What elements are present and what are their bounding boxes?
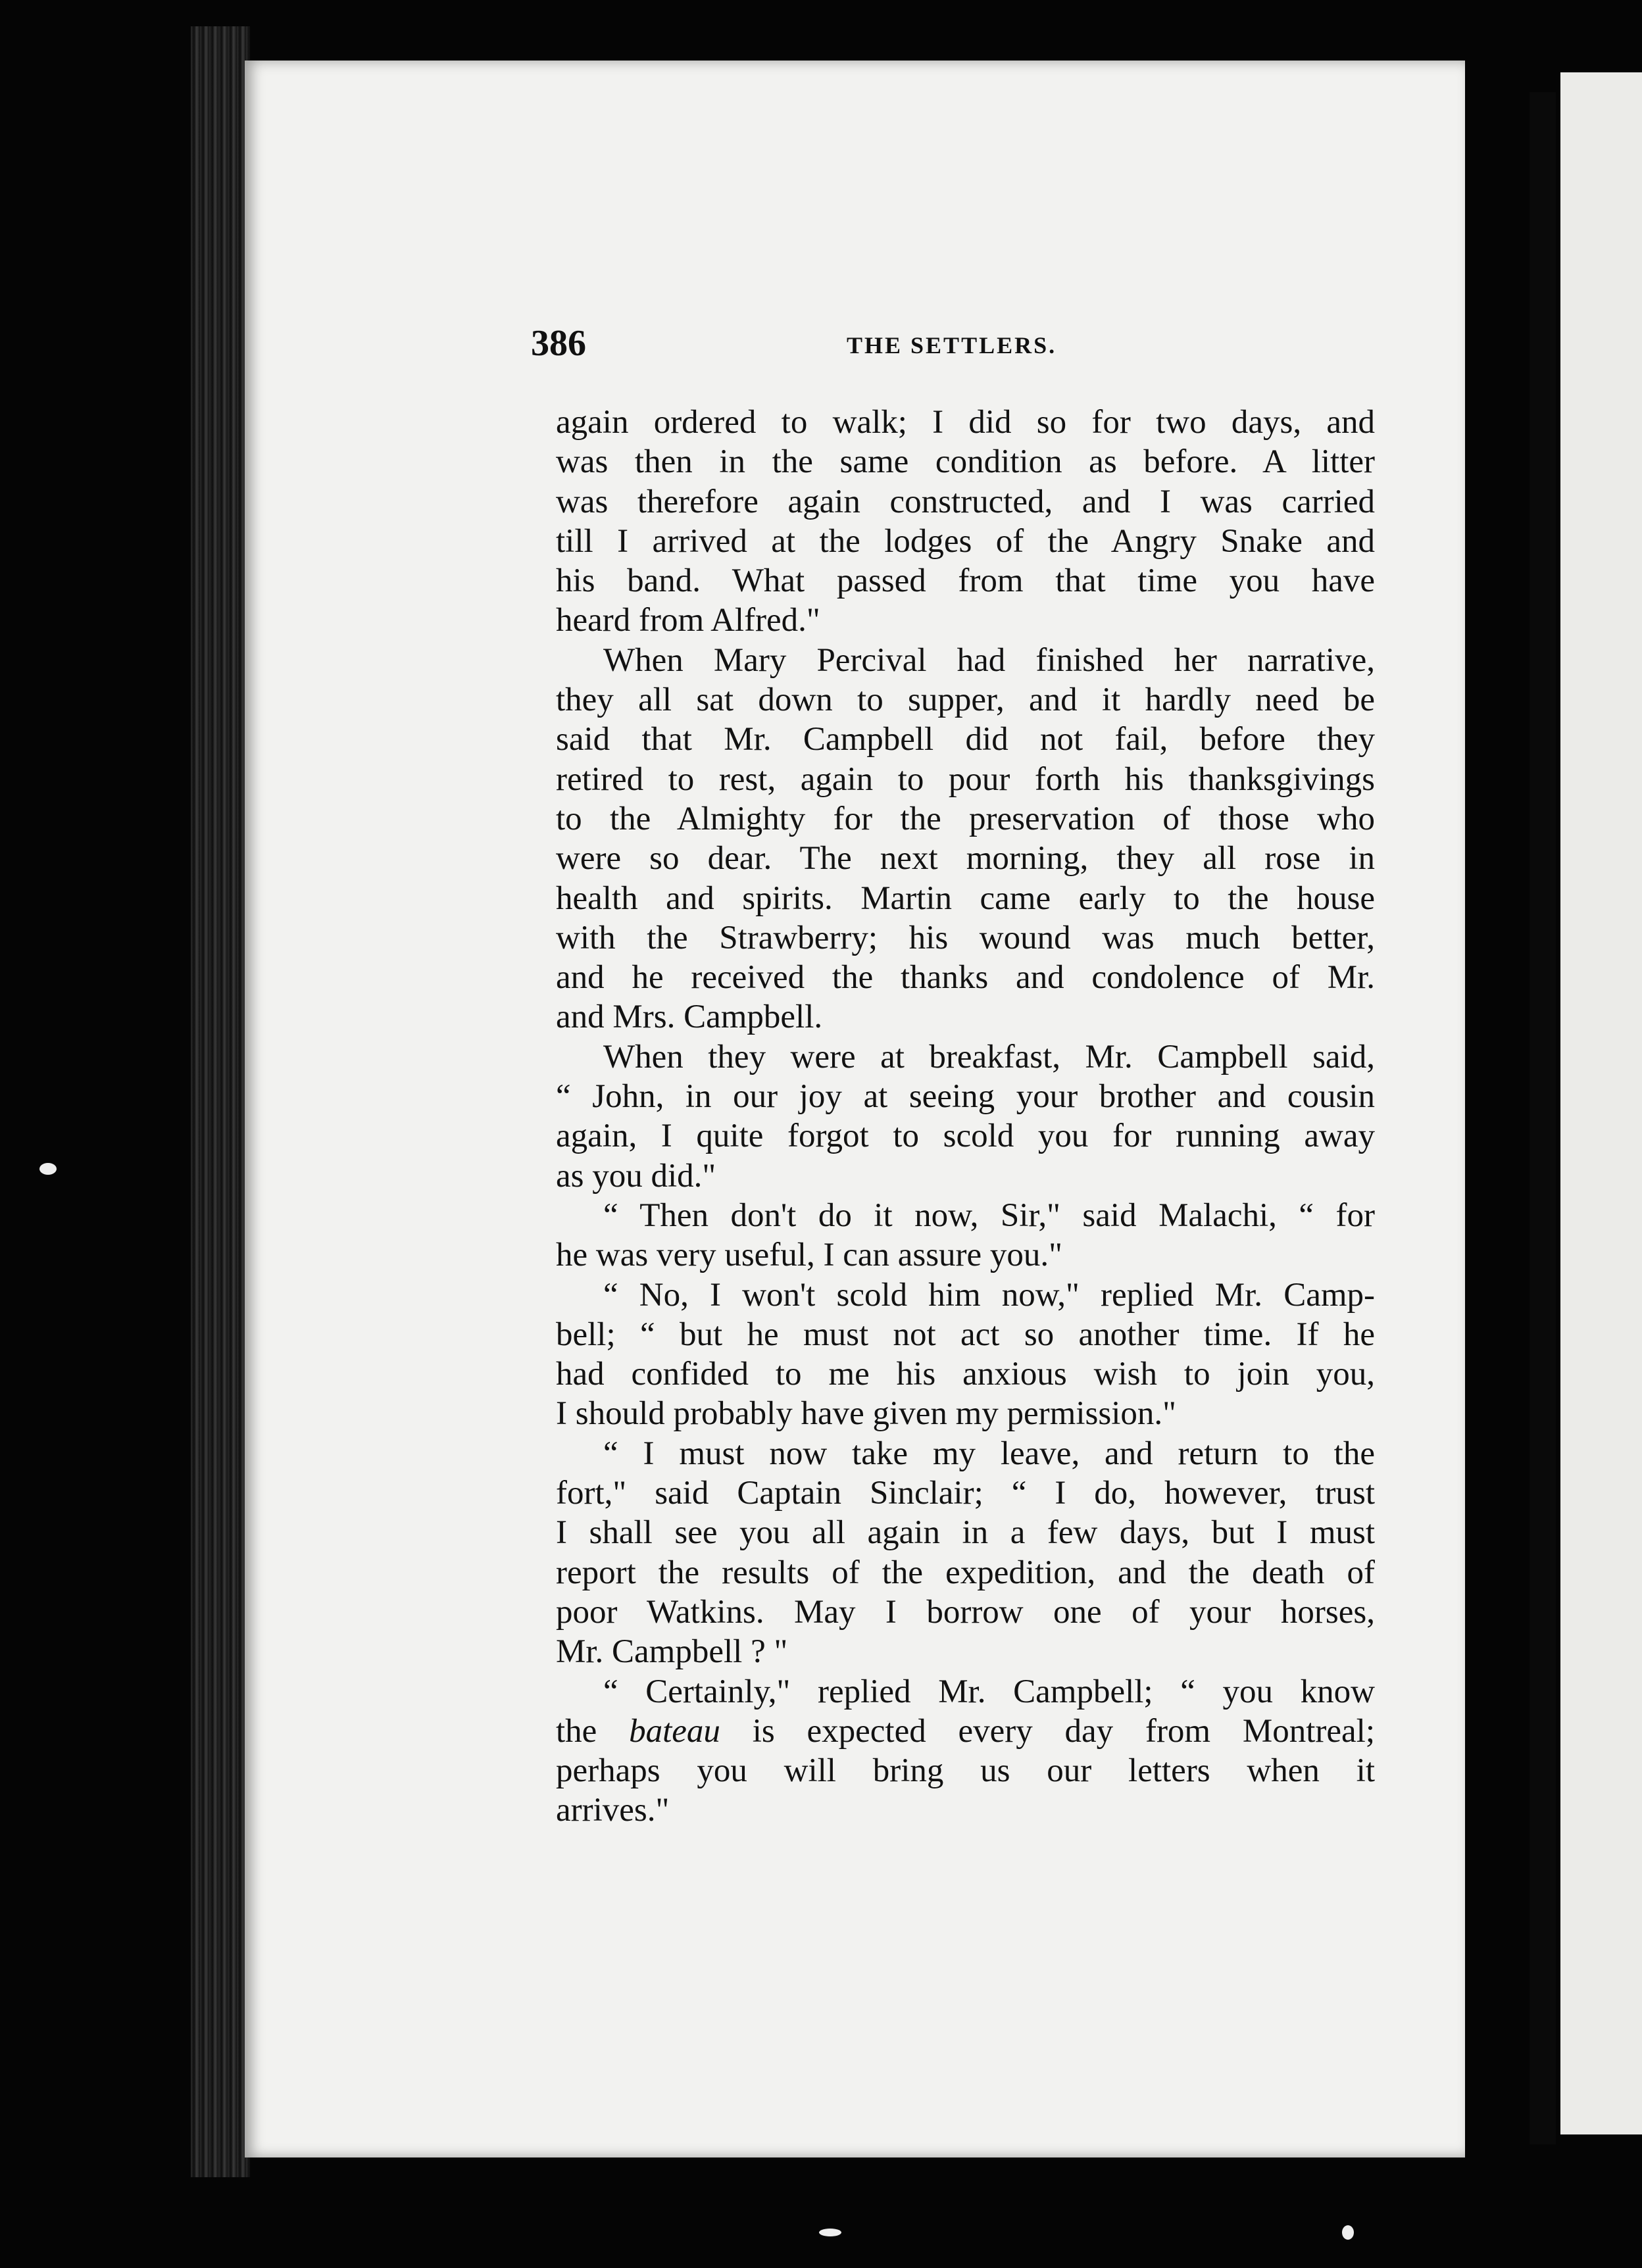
page-header [531,322,1373,375]
book-binding [191,26,250,2177]
text-line: was therefore again constructed, and I was carried [556,483,1375,520]
text-line: bell; “ but he must not act so another time. If he [556,1316,1375,1353]
text-line: had confided to me his anxious wish to join you, [556,1356,1375,1393]
page-gutter [1530,92,1556,2144]
text-line: “ I must now take my leave, and return to the [603,1435,1375,1472]
text-fragment: the [556,1712,630,1750]
text-line: “ Then don't do it now, Sir," said Malachi, “ for [603,1196,1375,1234]
text-line [556,1712,1375,1751]
text-line: he was very useful, I can assure you." [556,1237,1062,1274]
text-line: were so dear. The next morning, they all rose in [556,840,1375,877]
text-line: When Mary Percival had finished her narrative, [603,641,1375,679]
text-line: was then in the same condition as before. A litter [556,443,1375,481]
text-fragment: is expected every day from Montreal; [720,1712,1375,1750]
text-line: as you did." [556,1157,716,1195]
scan-speck [819,2229,841,2236]
running-head: THE SETTLERS. [847,332,1057,358]
text-line: “ John, in our joy at seeing your brother and cousin [556,1078,1375,1116]
text-line: fort," said Captain Sinclair; “ I do, however, trust [556,1475,1375,1512]
text-line: “ No, I won't scold him now," replied Mr. Camp- [603,1276,1375,1314]
text-line: to the Almighty for the preservation of those who [556,800,1375,837]
text-line: arrives." [556,1792,670,1829]
page-number: 386 [531,323,586,364]
text-line: again ordered to walk; I did so for two days, and [556,404,1375,441]
text-line: perhaps you will bring us our letters when it [556,1752,1375,1790]
text-line: When they were at breakfast, Mr. Campbell said, [603,1038,1375,1075]
text-line: and Mrs. Campbell. [556,998,823,1036]
text-line: till I arrived at the lodges of the Angry Snake and [556,522,1375,560]
body-text [556,403,1375,1831]
text-line: said that Mr. Campbell did not fail, before they [556,721,1375,758]
text-line: I should probably have given my permission." [556,1395,1176,1433]
text-line: retired to rest, again to pour forth his thanksgivings [556,760,1375,798]
text-line: report the results of the expedition, and the death of [556,1554,1375,1591]
text-line: I shall see you all again in a few days, but I must [556,1514,1375,1552]
text-line: “ Certainly," replied Mr. Campbell; “ you know [603,1673,1375,1710]
text-line: his band. What passed from that time you have [556,562,1375,600]
scan-speck [1342,2225,1354,2240]
italic-word: bateau [629,1712,720,1750]
text-line: Mr. Campbell ? " [556,1633,788,1671]
text-line: they all sat down to supper, and it hardly need be [556,681,1375,719]
scan-speck [39,1163,57,1175]
text-line: again, I quite forgot to scold you for running away [556,1118,1375,1155]
right-page-edge [1560,72,1642,2134]
text-line: health and spirits. Martin came early to the house [556,879,1375,917]
text-line: heard from Alfred." [556,602,820,639]
text-line: poor Watkins. May I borrow one of your horses, [556,1593,1375,1631]
text-line: and he received the thanks and condolence of Mr. [556,959,1375,997]
text-line: with the Strawberry; his wound was much better, [556,919,1375,956]
